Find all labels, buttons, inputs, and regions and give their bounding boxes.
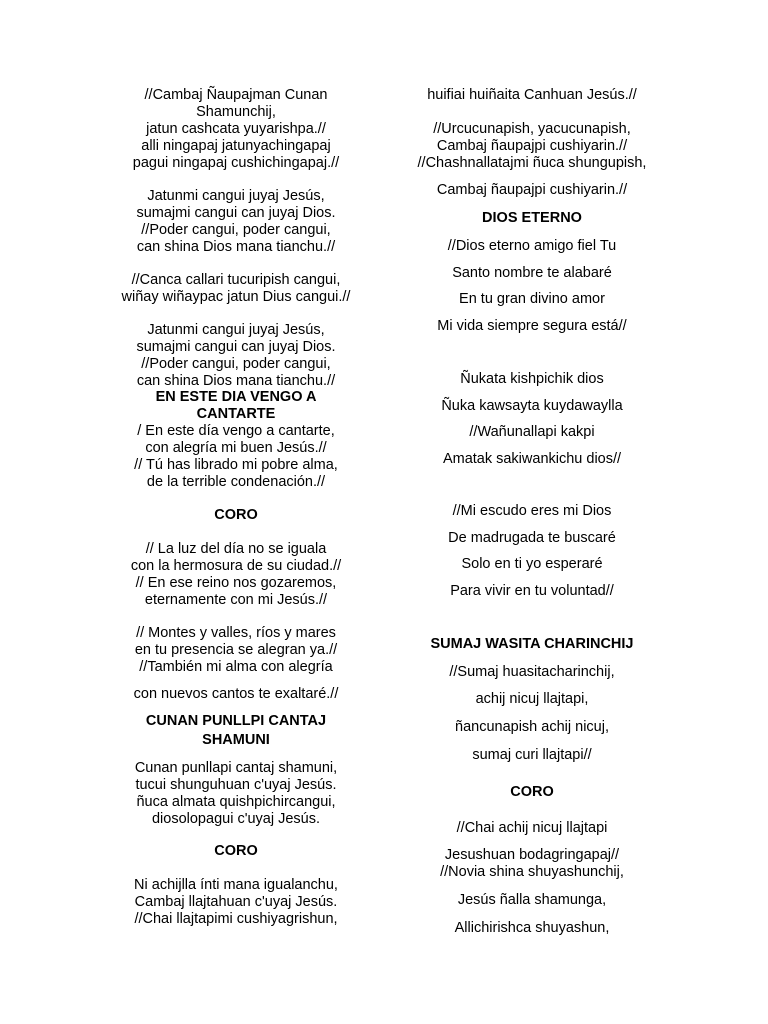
left-column-heading: CORO bbox=[214, 843, 258, 859]
right-column-text-line: Solo en ti yo esperaré bbox=[461, 556, 603, 572]
left-column-text-line: de la terrible condenación.// bbox=[146, 474, 326, 490]
left-column-text-line: tucui shunguhuan c'uyaj Jesús. bbox=[135, 777, 337, 793]
left-column-heading: CORO bbox=[214, 507, 258, 523]
right-column-text-line: //Chashnallatajmi ñuca shungupish, bbox=[417, 155, 647, 171]
left-column-text-line: en tu presencia se alegran ya.// bbox=[134, 642, 338, 658]
left-column-text-line: Cambaj llajtahuan c'uyaj Jesús. bbox=[134, 894, 338, 910]
left-column-text-line: //Chai llajtapimi cushiyagrishun, bbox=[134, 911, 338, 927]
left-column-heading: CANTARTE bbox=[196, 406, 276, 422]
left-column-text-line: sumajmi cangui can juyaj Dios. bbox=[136, 205, 336, 221]
left-column-text-line: con nuevos cantos te exaltaré.// bbox=[133, 686, 339, 702]
left-column-text-line: // Montes y valles, ríos y mares bbox=[136, 625, 336, 641]
right-column-text-line: //Urcucunapish, yacucunapish, bbox=[433, 121, 631, 137]
right-column-text-line: Ñuka kawsayta kuydawaylla bbox=[441, 398, 623, 414]
left-column-text-line: can shina Dios mana tianchu.// bbox=[136, 239, 336, 255]
right-column-text-line: De madrugada te buscaré bbox=[448, 530, 616, 546]
right-column-text-line: //Dios eterno amigo fiel Tu bbox=[447, 238, 617, 254]
right-column-heading: SUMAJ WASITA CHARINCHIJ bbox=[430, 636, 634, 652]
left-column-text-line: //Canca callari tucuripish cangui, bbox=[131, 272, 341, 288]
left-column-text-line: Jatunmi cangui juyaj Jesús, bbox=[147, 322, 325, 338]
left-column-text-line: Jatunmi cangui juyaj Jesús, bbox=[147, 188, 325, 204]
right-column-heading: DIOS ETERNO bbox=[482, 210, 582, 226]
left-column-text-line: wiñay wiñaypac jatun Dius cangui.// bbox=[121, 289, 351, 305]
left-column-text-line: //Cambaj Ñaupajman Cunan bbox=[144, 87, 328, 103]
right-column-text-line: Amatak sakiwankichu dios// bbox=[442, 451, 622, 467]
right-column-text-line: Ñukata kishpichik dios bbox=[460, 371, 604, 387]
right-column-text-line: achij nicuj llajtapi, bbox=[475, 691, 589, 707]
left-column-text-line: con alegría mi buen Jesús.// bbox=[145, 440, 327, 456]
right-column-text-line: Jesushuan bodagringapaj// bbox=[444, 847, 620, 863]
right-column-heading: CORO bbox=[510, 784, 554, 800]
left-column-heading: CUNAN PUNLLPI CANTAJ bbox=[145, 713, 327, 729]
left-column-heading: SHAMUNI bbox=[202, 732, 270, 748]
right-column-text-line: sumaj curi llajtapi// bbox=[472, 747, 592, 763]
right-column-text-line: //Novia shina shuyashunchij, bbox=[440, 864, 624, 880]
right-column-text-line: //Wañunallapi kakpi bbox=[469, 424, 595, 440]
left-column-heading: EN ESTE DIA VENGO A bbox=[155, 389, 317, 405]
right-column-text-line: //Sumaj huasitacharinchij, bbox=[449, 664, 615, 680]
right-column-text-line: huifiai huiñaita Canhuan Jesús.// bbox=[427, 87, 637, 103]
right-column-text-line: Allichirishca shuyashun, bbox=[454, 920, 610, 936]
left-column-text-line: // En ese reino nos gozaremos, bbox=[135, 575, 337, 591]
left-column-text-line: Cunan punllapi cantaj shamuni, bbox=[134, 760, 338, 776]
right-column-text-line: Santo nombre te alabaré bbox=[452, 265, 612, 281]
left-column-text-line: //Poder cangui, poder cangui, bbox=[141, 222, 331, 238]
left-column-text-line: //Poder cangui, poder cangui, bbox=[141, 356, 331, 372]
left-column-text-line: diosolopagui c'uyaj Jesús. bbox=[151, 811, 320, 827]
right-column-text-line: Cambaj ñaupajpi cushiyarin.// bbox=[436, 138, 628, 154]
left-column-text-line: alli ningapaj jatunyachingapaj bbox=[141, 138, 331, 154]
left-column-text-line: con la hermosura de su ciudad.// bbox=[130, 558, 342, 574]
right-column-text-line: ñancunapish achij nicuj, bbox=[455, 719, 609, 735]
left-column-text-line: Ni achijlla ínti mana igualanchu, bbox=[134, 877, 338, 893]
left-column-text-line: can shina Dios mana tianchu.// bbox=[136, 373, 336, 389]
left-column-text-line: pagui ningapaj cushichingapaj.// bbox=[132, 155, 340, 171]
left-column-text-line: ñuca almata quishpichircangui, bbox=[136, 794, 336, 810]
left-column-text-line: jatun cashcata yuyarishpa.// bbox=[146, 121, 326, 137]
left-column-text-line: eternamente con mi Jesús.// bbox=[144, 592, 328, 608]
right-column-text-line: En tu gran divino amor bbox=[459, 291, 605, 307]
right-column-text-line: //Chai achij nicuj llajtapi bbox=[456, 820, 608, 836]
left-column-text-line: / En este día vengo a cantarte, bbox=[137, 423, 335, 439]
left-column-text-line: sumajmi cangui can juyaj Dios. bbox=[136, 339, 336, 355]
right-column-text-line: //Mi escudo eres mi Dios bbox=[452, 503, 612, 519]
left-column-text-line: Shamunchij, bbox=[196, 104, 276, 120]
right-column-text-line: Cambaj ñaupajpi cushiyarin.// bbox=[436, 182, 628, 198]
right-column-text-line: Mi vida siempre segura está// bbox=[437, 318, 627, 334]
right-column-text-line: Para vivir en tu voluntad// bbox=[450, 583, 614, 599]
left-column-text-line: // La luz del día no se iguala bbox=[145, 541, 327, 557]
left-column-text-line: // Tú has librado mi pobre alma, bbox=[134, 457, 338, 473]
left-column-text-line: //También mi alma con alegría bbox=[139, 659, 333, 675]
right-column-text-line: Jesús ñalla shamunga, bbox=[457, 892, 607, 908]
